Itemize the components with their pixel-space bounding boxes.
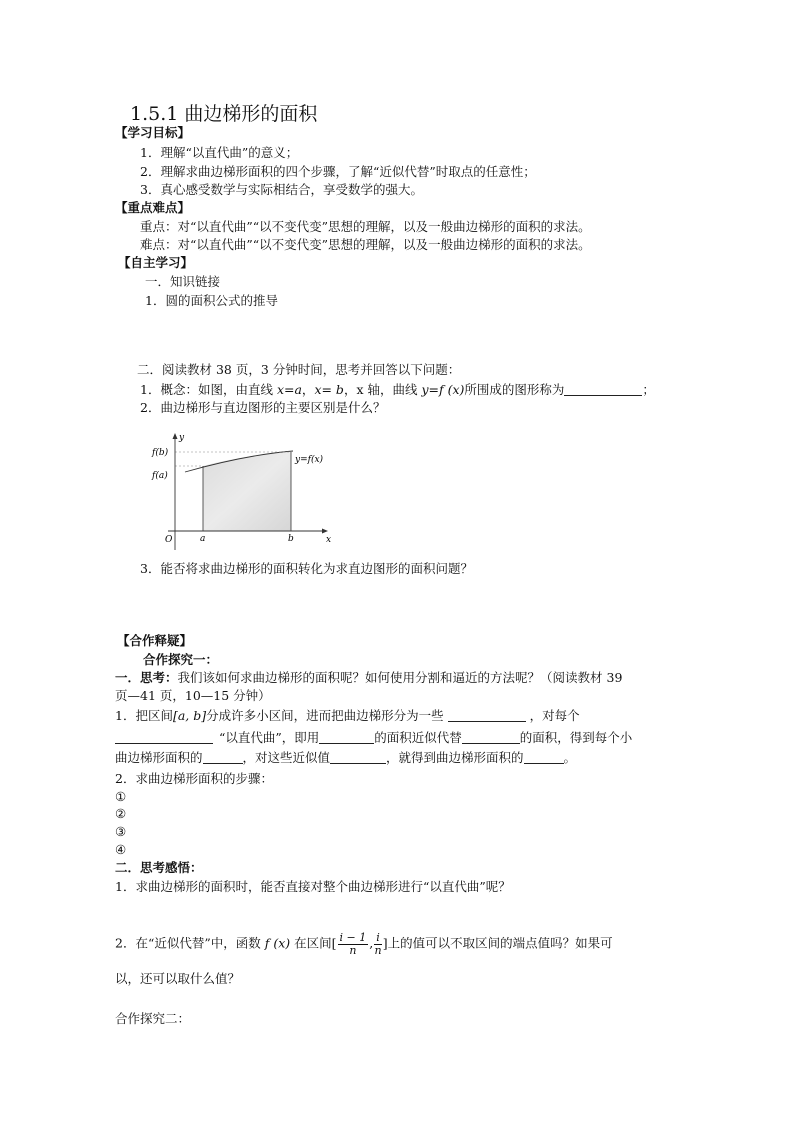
- fraction-left: [338, 932, 369, 956]
- step-marker: ①: [115, 789, 127, 804]
- curved-trapezoid-figure: [150, 430, 350, 555]
- reflect-heading: 二．思考感悟：: [115, 860, 203, 875]
- difficulty-text: 难点：对“以直代曲”“以不变代变”思想的理解，以及一般曲边梯形的面积的求法。: [140, 237, 591, 252]
- difference-question: 2．曲边梯形与直边图形的主要区别是什么？: [140, 400, 386, 415]
- reflect-question-2-cont: 以，还可以取什么值？: [115, 971, 241, 986]
- q1-text-f: y=f (x): [421, 382, 465, 397]
- part2-title: 二．阅读教材 38 页，3 分钟时间，思考并回答以下问题：: [137, 362, 461, 377]
- origin-label: O: [165, 535, 173, 545]
- step-marker: ②: [115, 806, 127, 821]
- frac2-num: i: [376, 931, 380, 944]
- fill-1a: 1．把区间: [115, 708, 173, 723]
- step-marker: ④: [115, 842, 127, 857]
- page-title: 1.5.1 曲边梯形的面积: [130, 103, 318, 125]
- think-text: 我们该如何求曲边梯形的面积呢？如何使用分割和逼近的方法呢？（阅读教材 39: [177, 670, 623, 685]
- transform-question: 3．能否将求曲边梯形的面积转化为求直边图形的面积问题？: [140, 561, 473, 576]
- goal-item: 3．真心感受数学与实际相结合，享受数学的强大。: [140, 182, 423, 197]
- y-axis-label: y: [179, 433, 185, 443]
- q1-end: ；: [642, 382, 655, 397]
- fraction-right: [374, 932, 382, 956]
- fill-line-3: [115, 751, 576, 765]
- a-label: a: [200, 534, 206, 544]
- keypoints-heading: 【重点难点】: [115, 200, 191, 215]
- reflect-question-2: 2．在“近似代替”中，函数 f (x) 在区间[ $\frac{i - 1}{n}$ , $\frac{i}{n}$ ]上的值可以不取区间的端点值吗？如果可: [115, 931, 613, 957]
- q1-text-b: x=a: [276, 382, 302, 397]
- q1-text-a: 1．概念：如图，由直线: [140, 382, 277, 397]
- fill-2a: “以直代曲”，即用: [219, 730, 320, 745]
- b-label: b: [288, 534, 294, 544]
- q1-text-d: x= b: [314, 382, 344, 397]
- think-head: 一．思考：: [115, 670, 178, 685]
- curve-label: y=f(x): [295, 455, 324, 465]
- goal-item: 2．理解求曲边梯形面积的四个步骤，了解“近似代替”时取点的任意性；: [140, 164, 536, 179]
- fill-1c: ，对每个: [529, 708, 580, 723]
- fill-2c: 的面积，得到每个小: [519, 730, 633, 745]
- blank-line[interactable]: [330, 751, 386, 764]
- blank-line[interactable]: [203, 751, 243, 764]
- fb-label: f(b): [152, 448, 169, 458]
- coop-heading: 【合作释疑】: [117, 633, 193, 648]
- frac1-num: i − 1: [339, 931, 367, 944]
- q1-text-g: 所围成的图形称为: [464, 382, 565, 397]
- fill-line-2: [115, 731, 632, 745]
- self-study-heading: 【自主学习】: [118, 255, 194, 270]
- fill-3b: ，对这些近似值: [242, 750, 331, 765]
- q1-text-c: ，: [301, 382, 315, 397]
- fa-label: f(a): [152, 471, 168, 481]
- fill-1b: 分成许多小区间，进而把曲边梯形分为一些: [206, 708, 444, 723]
- blank-line[interactable]: [564, 383, 642, 396]
- part1-question: 1．圆的面积公式的推导: [145, 293, 278, 308]
- reflect-question-1: 1．求曲边梯形的面积时，能否直接对整个曲边梯形进行“以直代曲”呢？: [115, 879, 511, 894]
- blank-line[interactable]: [462, 731, 520, 744]
- reflect-2b: 在区间: [290, 935, 332, 951]
- think-line: [115, 672, 622, 685]
- concept-question: [140, 383, 655, 397]
- inquiry1-title: 合作探究一：: [143, 652, 219, 667]
- focus-text: 重点：对“以直代曲”“以不变代变”思想的理解，以及一般曲边梯形的面积的求法。: [140, 219, 591, 234]
- reflect-fx: f (x): [264, 935, 291, 951]
- think-text-2: 页—41 页，10—15 分钟）: [115, 688, 271, 703]
- x-axis-label: x: [326, 535, 332, 545]
- fill-3d: 。: [563, 750, 577, 765]
- goals-heading: 【学习目标】: [115, 125, 191, 140]
- frac1-den: n: [349, 943, 357, 957]
- fill-3a: 曲边梯形面积的: [115, 750, 203, 765]
- blank-line[interactable]: [524, 751, 564, 764]
- goal-item: 1．理解“以直代曲”的意义；: [140, 145, 299, 160]
- fill-interval: [a, b]: [172, 708, 207, 723]
- steps-title: 2．求曲边梯形面积的步骤：: [115, 771, 273, 786]
- blank-line[interactable]: [448, 709, 526, 722]
- inquiry2-title: 合作探究二：: [115, 1011, 191, 1026]
- fill-3c: ，就得到曲边梯形面积的: [386, 750, 524, 765]
- fill-2b: 的面积近似代替: [374, 730, 462, 745]
- blank-line[interactable]: [319, 731, 374, 744]
- step-marker: ③: [115, 824, 127, 839]
- frac2-den: n: [374, 943, 382, 957]
- q1-text-e: ，x 轴，曲线: [343, 382, 422, 397]
- part1-title: 一．知识链接: [145, 274, 221, 289]
- fill-line-1: [115, 709, 580, 723]
- blank-line[interactable]: [115, 731, 213, 744]
- reflect-2c: 上的值可以不取区间的端点值吗？如果可: [387, 935, 613, 951]
- reflect-2a: 2．在“近似代替”中，函数: [115, 935, 265, 951]
